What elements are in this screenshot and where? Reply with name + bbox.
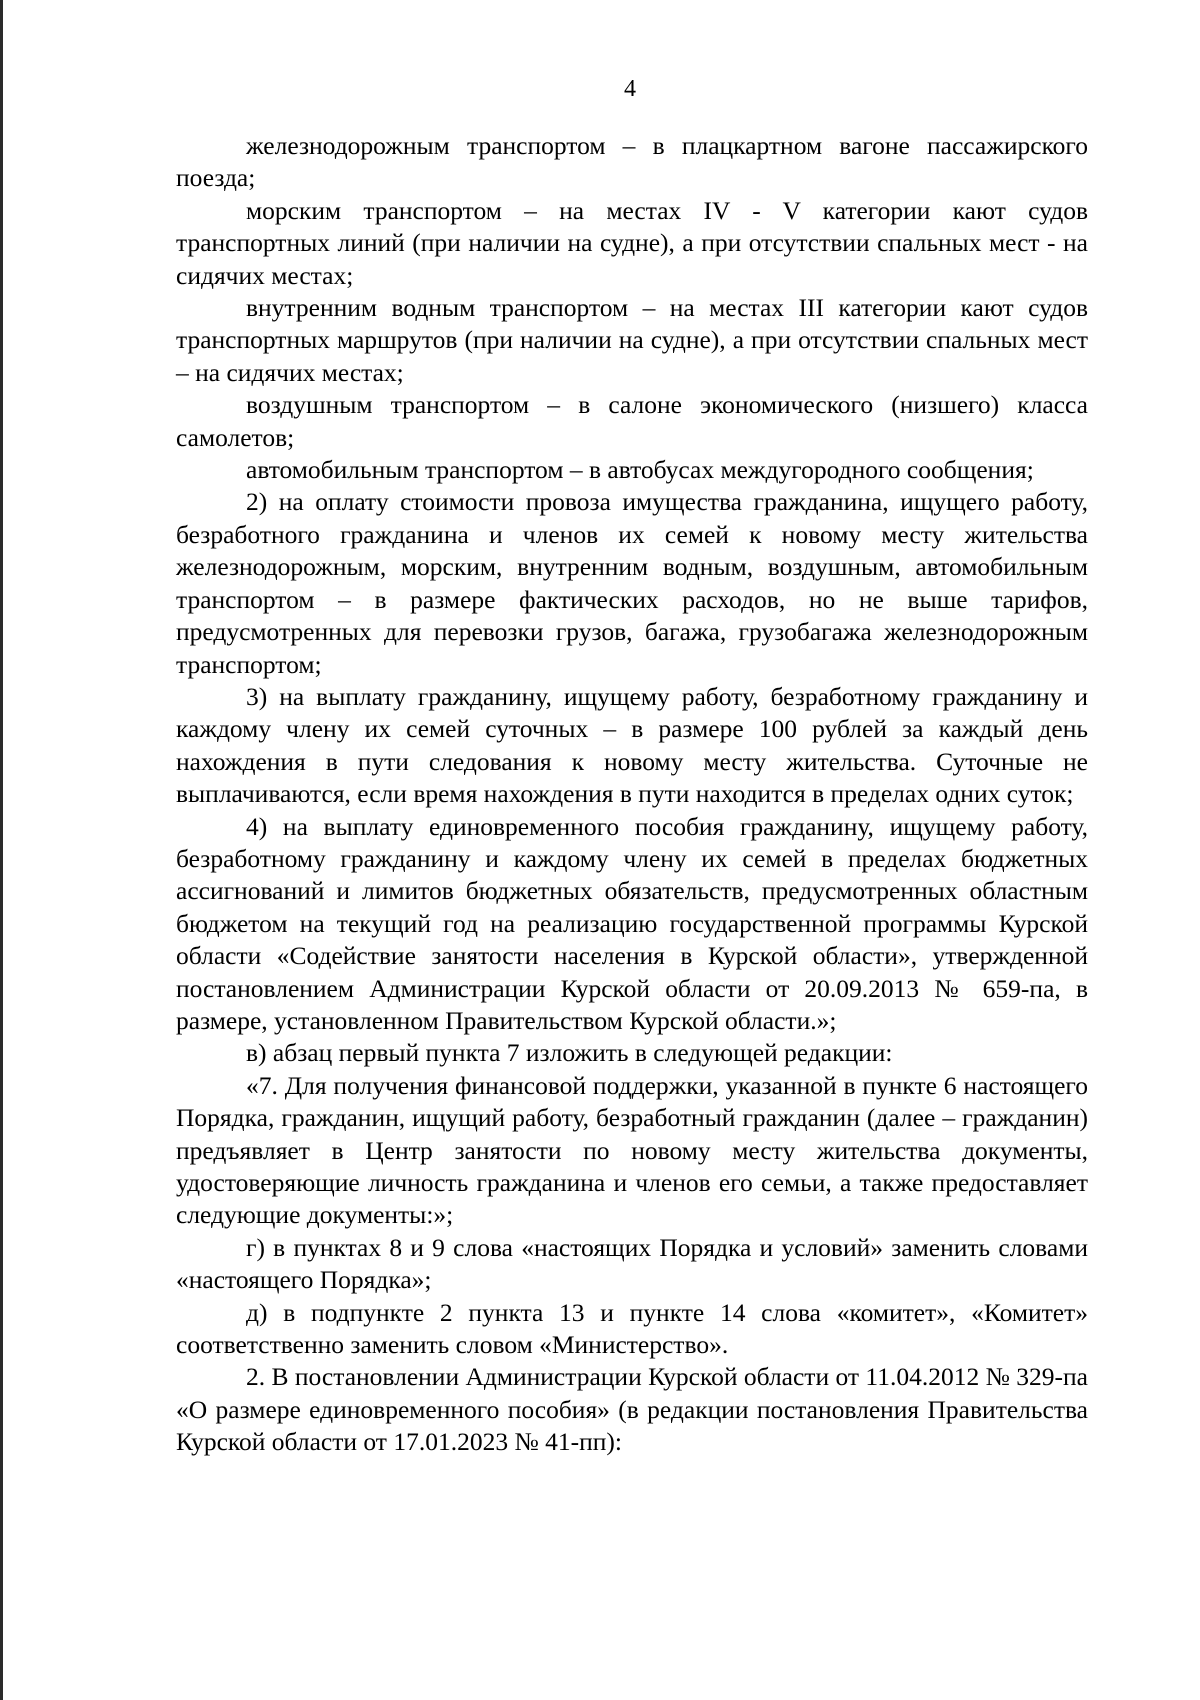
scan-edge bbox=[0, 0, 3, 1700]
paragraph-amendment-v: в) абзац первый пункта 7 изложить в следующей редакции: bbox=[246, 1038, 893, 1068]
paragraph-item-4-lump-sum: 4) на выплату единовременного пособия гражданину, ищущему работу, безработному гражданину и каждому члену их семей в пределах бюджетных ассигнований и лимитов бюджетных обязательств, предусмотренных областным бюджетом на текущий год на реализацию государственной программы Курской области «Содействие занятости населения в Курской области», утвержденной постановлением Администрации Курской области от 20.09.2013 № 659-па, в размере, установленном Правительством Курской области.»; bbox=[176, 811, 1088, 1035]
paragraph-item-3-daily-allowance: 3) на выплату гражданину, ищущему работу, безработному гражданину и каждому членy их семей суточных – в размере 100 рублей за каждый день нахождения в пути следования к новому месту жительства. Суточные не выплачиваются, если время нахождения в пути находится в пределах одних суток; bbox=[176, 681, 1088, 809]
paragraph-road-transport: автомобильным транспортом – в автобусах междугородного сообщения; bbox=[246, 455, 1034, 485]
paragraph-item-2-property-transport: 2) на оплату стоимости провоза имущества гражданина, ищущего работу, безработного гражданина и членов их семей к новому месту жительства железнодорожным, морским, внутренним водным, воздушным, автомобильным транспортом – в размере фактических расходов, но не выше тарифов, предусмотренных для перевозки грузов, багажа, грузобагажа железнодорожным транспортом; bbox=[176, 487, 1088, 679]
paragraph-point-7: «7. Для получения финансовой поддержки, указанной в пункте 6 настоящего Порядка, гражданин, ищущий работу, безработный гражданин (далее – гражданин) предъявляет в Центр занятости по новому месту жительства документы, удостоверяющие личность гражданина и членов его семьи, а также предоставляет следующие документы:»; bbox=[176, 1070, 1088, 1230]
paragraph-sea-transport: морским транспортом – на местах IV - V категории кают судов транспортных линий (при наличии на судне), а при отсутствии спальных мест - на сидячих местах; bbox=[176, 195, 1088, 290]
paragraph-amendment-g: г) в пунктах 8 и 9 слова «настоящих Порядка и условий» заменить словами «настоящего Порядка»; bbox=[176, 1232, 1088, 1295]
paragraph-amendment-d: д) в подпункте 2 пункта 13 и пункте 14 слова «комитет», «Комитет» соответственно заменить словом «Министерство». bbox=[176, 1297, 1088, 1360]
body-text bbox=[176, 130, 1088, 1459]
paragraph-section-2: 2. В постановлении Администрации Курской области от 11.04.2012 № 329-па «О размере единовременного пособия» (в редакции постановления Правительства Курской области от 17.01.2023 № 41-пп): bbox=[176, 1362, 1088, 1457]
paragraph-air-transport: воздушным транспортом – в салоне экономического (низшего) класса самолетов; bbox=[176, 390, 1088, 452]
page-number: 4 bbox=[624, 76, 636, 102]
paragraph-inland-water-transport: внутренним водным транспортом – на местах III категории кают судов транспортных маршрутов (при наличии на судне), а при отсутствии спальных мест – на сидячих местах; bbox=[176, 293, 1088, 387]
paragraph-rail-transport: железнодорожным транспортом – в плацкартном вагоне пассажирского поезда; bbox=[176, 131, 1088, 193]
